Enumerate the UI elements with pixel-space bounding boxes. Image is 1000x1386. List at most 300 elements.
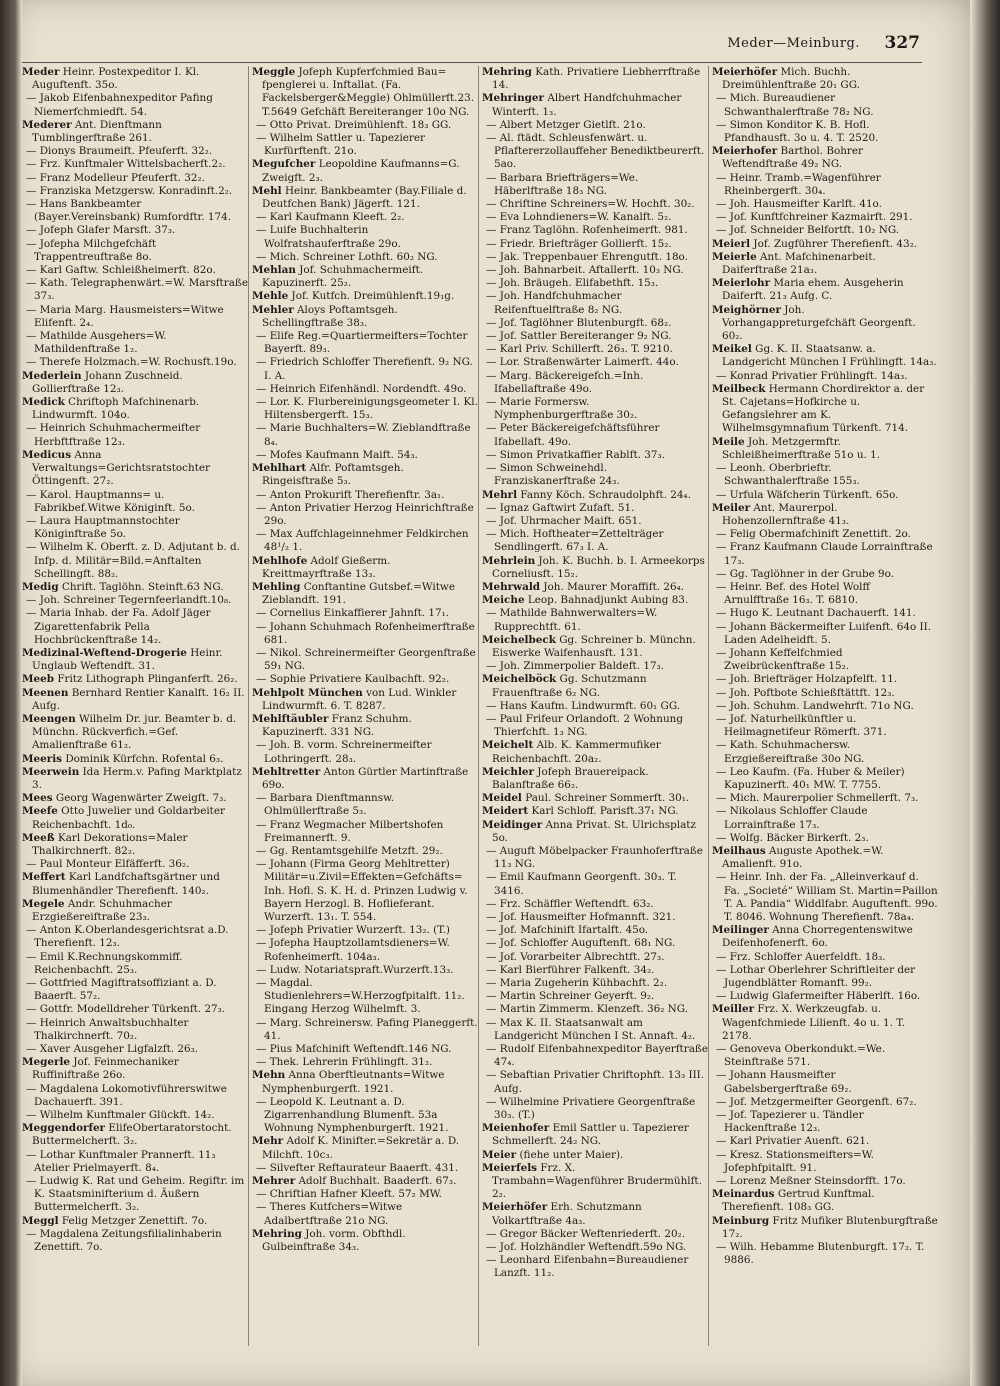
entry-details: — Magdalena Zeitungsfilialinhaberin Zenettift. 7o. [26, 1227, 222, 1254]
entry-details: — Joh. Briefträger Holzapfelft. 11. [716, 673, 898, 686]
entry-surname: Mehrer [252, 1175, 296, 1188]
entry-surname: Meiller [712, 1003, 755, 1016]
directory-entry [482, 634, 708, 660]
entry-details: — Paul Monteur Elfäfferft. 36₂. [26, 858, 190, 871]
directory-entry [22, 647, 248, 673]
directory-entry [22, 924, 248, 950]
directory-entry [712, 568, 938, 581]
entry-details: Fritz Mufiker Blutenburgftraße 17₂. [722, 1214, 938, 1240]
directory-entry [252, 858, 478, 924]
directory-entry [482, 660, 708, 673]
entry-details: Franz Schuhm. Kapuzinerft. 331 NG. [262, 712, 412, 739]
directory-entry [712, 1215, 938, 1241]
directory-entry [22, 449, 248, 489]
directory-entry [482, 951, 708, 964]
directory-entry [712, 673, 938, 686]
directory-entry [252, 330, 478, 356]
directory-entry [252, 1043, 478, 1056]
directory-entry [712, 871, 938, 924]
entry-details: — Peter Bäckereigefchäftsführer Ifabellaft. 49o. [486, 422, 660, 448]
directory-entry [22, 713, 248, 753]
entry-details: — Thek. Lehrerin Frühlingft. 31₂. [256, 1056, 433, 1069]
directory-entry [252, 1175, 478, 1188]
entry-details: Joh. K. Buchh. b. I. Armeekorps Corneliusft. 15₂. [492, 554, 705, 580]
entry-details: — Mathilde Ausgehers=W. Mathildenftraße 1₂. [26, 330, 167, 356]
running-head-range: Meder—Meinburg. [727, 36, 860, 51]
directory-entry [482, 937, 708, 950]
entry-details: — Jof. Kunftfchreiner Kazmairft. 291. [716, 211, 913, 224]
entry-surname: Megele [22, 897, 65, 910]
directory-entry [712, 1043, 938, 1069]
page-edge-right [970, 0, 1000, 1386]
entry-surname: Meinburg [712, 1214, 770, 1227]
entry-details: — Leonhard Eifenbahn=Bureaudiener Lanzft. 11₂. [486, 1254, 689, 1280]
entry-details: Heinr. Unglaub Weftendft. 31. [32, 646, 223, 673]
entry-details: — Lor. K. Flurbereinigungsgeometer I. Kl. Hiltensbergerft. 15₃. [256, 396, 478, 422]
directory-entry [22, 356, 248, 369]
entry-details: — Maria Zugeherin Kühbachft. 2₂. [486, 977, 668, 990]
entry-surname: Mehler [252, 303, 294, 316]
entry-details: — Rudolf Eifenbahnexpeditor Bayerftraße 47₄. [486, 1043, 708, 1069]
directory-entry [482, 1003, 708, 1016]
entry-details: — Max K. II. Staatsanwalt am Landgericht München I St. Annaft. 4₂. [486, 1016, 696, 1042]
entry-details: — Laura Hauptmannstochter Königinftraße 5o. [26, 514, 180, 541]
entry-details: Jof. Kutfch. Dreimühlenft.19₁g. [291, 290, 455, 303]
entry-details: — Gottfried Magiftratsoffiziant a. D. Baaerft. 57₂. [26, 977, 217, 1003]
directory-entry [712, 805, 938, 831]
directory-entry [482, 792, 708, 805]
entry-surname: Mehrl [482, 488, 518, 501]
entry-details: — Jof. Tapezierer u. Tändler Hackenftraße 12₃. [716, 1109, 864, 1135]
entry-surname: Medig [22, 580, 59, 593]
directory-entry [252, 673, 478, 686]
column-1 [22, 66, 248, 1366]
directory-entry [252, 977, 478, 1017]
entry-details: — Elife Reg.=Quartiermeifters=Tochter Bayerft. 89₃. [256, 330, 468, 356]
entry-details: — Leopold K. Leutnant a. D. Zigarrenhandlung Blumenft. 53a Wohnung Nymphenburgerft. 1921. [256, 1095, 449, 1135]
entry-details: Karl Schloff. Parisft.37₁ NG. [531, 805, 679, 818]
entry-surname: Meeris [22, 752, 62, 765]
entry-details: — Therefe Holzmach.=W. Rochusft.19o. [26, 356, 237, 369]
entry-surname: Meienhofer [482, 1122, 550, 1135]
entry-details: — Jak. Treppenbauer Ehrengutft. 18o. [486, 250, 688, 263]
entry-surname: Meilhaus [712, 844, 766, 857]
entry-details: — Heinrich Anwaltsbuchhalter Thalkirchnerft. 70₂. [26, 1016, 189, 1042]
entry-details: — Karl Priv. Schillerft. 26₃. T. 9210. [486, 343, 673, 356]
directory-entry [482, 422, 708, 448]
entry-surname: Medicus [22, 448, 72, 461]
directory-entry [712, 832, 938, 845]
entry-surname: Mehle [252, 290, 289, 303]
entry-details: — Konrad Privatier Frühlingft. 14a₃. [716, 369, 908, 382]
directory-entry [712, 581, 938, 607]
directory-entry [712, 687, 938, 700]
directory-entry [22, 753, 248, 766]
directory-entry [22, 185, 248, 198]
directory-entry [22, 687, 248, 713]
directory-entry [252, 304, 478, 330]
entry-details: — Franz Modelleur Pfeuferft. 32₂. [26, 171, 205, 184]
directory-entry [252, 845, 478, 858]
entry-details: Gg. Schreiner b. Münchn. Eiswerke Waifenhausft. 131. [492, 633, 696, 659]
entry-details: Joh. Maurer Moraffift. 26₄. [543, 580, 685, 593]
entry-details: — Wilh. Hebamme Blutenburgft. 17₂. T. 9886. [716, 1241, 925, 1267]
directory-entry [482, 964, 708, 977]
entry-details: — Joh. Hausmeifter Karlft. 41o. [716, 198, 882, 211]
entry-details: Joh. vorm. Obfthdl. Gulbeinftraße 34₃. [262, 1227, 406, 1254]
entry-details: — Mich. Schreiner Lothft. 60₂ NG. [256, 250, 438, 263]
directory-entry [252, 581, 478, 607]
directory-entry [482, 673, 708, 699]
entry-details: — Joh. Schuhm. Landwehrft. 71o NG. [716, 699, 914, 712]
entry-details: Ida Herm.v. Pafing Marktplatz 3. [32, 765, 242, 791]
directory-entry [712, 198, 938, 211]
directory-entry [482, 172, 708, 198]
entry-details: — Johann Keffelfchmied Zweibrückenftraße 15₂. [716, 646, 850, 673]
directory-entry [482, 1201, 708, 1227]
entry-details: Albert Handfchuhmacher Winterft. 1₃. [492, 92, 682, 118]
directory-entry [252, 396, 478, 422]
directory-entry [252, 924, 478, 937]
directory-entry [482, 766, 708, 792]
entry-surname: Mees [22, 792, 53, 805]
entry-details: — Franziska Metzgersw. Konradinft.2₂. [26, 184, 233, 197]
directory-entry [22, 145, 248, 158]
directory-entry [712, 990, 938, 1003]
directory-entry [482, 581, 708, 594]
entry-details: — Anton Privatier Herzog Heinrichftraße 29o. [256, 501, 474, 527]
entry-surname: Mehringer [482, 92, 544, 105]
entry-details: Kath. Privatiere Liebherrftraße 14. [492, 66, 701, 92]
entry-surname: Meierlohr [712, 277, 771, 290]
directory-entry [22, 198, 248, 224]
binding-shadow-left [0, 0, 22, 1386]
directory-entry [482, 871, 708, 897]
entry-details: — Simon Privatkaffier Rablft. 37₃. [486, 448, 665, 461]
page-number: 327 [884, 33, 920, 53]
entry-details: Gg. K. II. Staatsanw. a. Landgericht München I Frühlingft. 14a₃. [722, 343, 937, 369]
entry-details: Ant. Maurerpol. Hohenzollernftraße 41₃. [722, 501, 850, 527]
directory-entry [22, 515, 248, 541]
directory-entry [252, 251, 478, 264]
entry-surname: Meder [22, 66, 60, 78]
entry-details: — Lor. Straßenwärter Laimerft. 44o. [486, 356, 679, 369]
entry-details: — Joh. Handfchuhmacher Reifenftuelftraße 8₂ NG. [486, 290, 623, 316]
entry-surname: Meidel [482, 792, 522, 805]
directory-entry [482, 1096, 708, 1122]
directory-entry [252, 964, 478, 977]
directory-entry [482, 290, 708, 316]
entry-details: — Mich. Hoftheater=Zettelträger Sendlingerft. 67₃ I. A. [486, 528, 664, 554]
entry-surname: Meggle [252, 66, 296, 78]
entry-details: — Ludw. Notariatspraft.Wurzerft.13₃. [256, 963, 454, 976]
entry-details: — Nikolaus Schloffer Claude Lorrainftraße 17₃. [716, 805, 868, 831]
directory-entry [712, 119, 938, 145]
entry-details: Johann Zuschneid. Gollierftraße 12₃. [32, 369, 183, 395]
entry-surname: Medick [22, 396, 65, 409]
entry-surname: Meile [712, 435, 745, 448]
directory-entry [252, 555, 478, 581]
entry-surname: Meenen [22, 686, 69, 699]
entry-surname: Meierhöfer [482, 1201, 548, 1214]
entry-details: — Heinr. Tramb.=Wagenführer Rheinbergerft. 30₄. [716, 171, 881, 197]
entry-details: — Kresz. Stationsmeifters=W. Jofephfpitalft. 91. [716, 1148, 874, 1174]
directory-entry [482, 356, 708, 369]
entry-details: Dominik Kürfchn. Rofental 6₃. [65, 752, 224, 765]
directory-entry [252, 607, 478, 620]
directory-entry [482, 924, 708, 937]
directory-entry [252, 383, 478, 396]
directory-entry [482, 1017, 708, 1043]
directory-entry [22, 766, 248, 792]
entry-details: Anna Verwaltungs=Gerichtsratstochter Öttingenft. 27₂. [32, 448, 210, 488]
directory-entry [712, 211, 938, 224]
directory-entry [712, 700, 938, 713]
column-divider [248, 66, 249, 1346]
entry-details: Gertrud Kunftmal. Therefienft. 108₃ GG. [722, 1188, 875, 1214]
directory-entry [22, 805, 248, 831]
directory-entry [482, 977, 708, 990]
directory-entry [22, 119, 248, 145]
directory-entry [22, 792, 248, 805]
directory-entry [712, 436, 938, 462]
entry-surname: Meierl [712, 237, 751, 250]
entry-details: — Jakob Eifenbahnexpeditor Pafing Niemerfchmiedft. 54. [26, 92, 213, 118]
entry-details: — Ignaz Gaftwirt Zufaft. 51. [486, 501, 635, 514]
directory-entry [482, 528, 708, 554]
entry-details: — Joh. Bahnarbeit. Aftallerft. 10₃ NG. [486, 264, 684, 277]
directory-entry [712, 172, 938, 198]
directory-entry [252, 132, 478, 158]
entry-surname: Meidinger [482, 818, 543, 831]
directory-entry [252, 766, 478, 792]
directory-entry [252, 819, 478, 845]
entry-surname: Meier [482, 1148, 517, 1161]
directory-entry [482, 330, 708, 343]
directory-entry [252, 1135, 478, 1161]
entry-details: — Silvefter Reftaurateur Baaerft. 431. [256, 1161, 459, 1174]
entry-details: — Mich. Maurerpolier Schmellerft. 7₃. [716, 792, 919, 805]
header-rule [22, 62, 922, 63]
entry-details: — Albert Metzger Gietlft. 21o. [486, 118, 646, 131]
directory-entry [252, 502, 478, 528]
directory-entry [22, 871, 248, 897]
directory-entry [712, 1096, 938, 1109]
directory-entry [22, 330, 248, 356]
entry-details: — Franz Taglöhn. Rofenheimerft. 981. [486, 224, 688, 237]
directory-entry [482, 1162, 708, 1202]
directory-entry [252, 1017, 478, 1043]
directory-entry [482, 805, 708, 818]
entry-details: Alb. K. Kammermufiker Reichenbachft. 20a₂. [492, 739, 661, 765]
directory-entry [482, 515, 708, 528]
entry-details: — Barbara Dienftmannsw. Ohlmüllerftraße 5₃. [256, 792, 395, 818]
directory-entry [482, 1069, 708, 1095]
entry-surname: Meichler [482, 765, 534, 778]
column-divider [478, 66, 479, 1346]
entry-details: Erh. Schutzmann Volkartftraße 4a₃. [492, 1201, 642, 1227]
entry-details: — Cornelius Einkaffierer Jahnft. 17₁. [256, 607, 450, 620]
directory-entry [252, 1228, 478, 1254]
directory-entry [22, 66, 248, 92]
directory-entry [252, 489, 478, 502]
entry-surname: Mehring [482, 66, 532, 78]
entry-surname: Megerle [22, 1056, 71, 1069]
entry-surname: Meefe [22, 805, 58, 818]
directory-entry [482, 555, 708, 581]
entry-details: Karl Landfchaftsgärtner und Blumenhändler Therefienft. 140₂. [32, 871, 220, 897]
directory-entry [712, 964, 938, 990]
directory-entry [22, 422, 248, 448]
entry-details: — Lorenz Meßner Steinsdorfft. 17o. [716, 1175, 906, 1188]
entry-details: — Karl Gaftw. Schleißheimerft. 82o. [26, 264, 216, 277]
entry-surname: Meierle [712, 250, 757, 263]
entry-details: Karl Dekorations=Maler Thalkirchnerft. 82₂. [32, 831, 188, 857]
directory-entry [22, 673, 248, 686]
directory-entry [482, 1254, 708, 1280]
entry-details: — Simon Schweinehdl. Franziskanerftraße 24₃. [486, 462, 620, 488]
directory-entry [22, 1043, 248, 1056]
entry-details: — Heinrich Eifenhändl. Nordendft. 49o. [256, 382, 467, 395]
entry-details: — Simon Konditor K. B. Hofl. Pfandhausft. 3o u. 4. T. 2520. [716, 118, 879, 145]
directory-entry [22, 1175, 248, 1215]
entry-details: — Karl Privatier Auenft. 621. [716, 1135, 870, 1148]
entry-details: — Theres Kutfchers=Witwe Adalbertftraße 21o NG. [256, 1201, 403, 1227]
directory-entry [22, 594, 248, 607]
directory-entry [712, 1188, 938, 1214]
entry-surname: Meiche [482, 594, 525, 607]
entry-surname: Meinardus [712, 1188, 775, 1201]
entry-details: — Al. ftädt. Schleusfenwärt. u. Pflaftererzollauffeher Benediktbeurerft. 5ao. [486, 132, 705, 171]
directory-entry [482, 594, 708, 607]
entry-details: Fanny Köch. Schraudolphft. 24₄. [520, 488, 691, 501]
directory-entry [712, 766, 938, 792]
entry-surname: Meikel [712, 343, 752, 356]
entry-surname: Meierfels [482, 1161, 538, 1174]
entry-details: Frz. X. Trambahn=Wagenführer Brudermühlft. 2₂. [492, 1161, 702, 1201]
directory-entry [712, 383, 938, 436]
directory-entry [482, 343, 708, 356]
directory-entry [22, 1228, 248, 1254]
entry-details: — Frz. Schäffler Weftendft. 63₂. [486, 897, 654, 910]
directory-entry [22, 396, 248, 422]
directory-entry [252, 462, 478, 488]
directory-entry [22, 1056, 248, 1082]
entry-details: — Chriftian Hafner Kleeft. 57₂ MW. [256, 1188, 442, 1201]
entry-details: Leopoldine Kaufmanns=G. Zweigft. 2₃. [262, 158, 460, 184]
entry-details: Bernhard Rentier Kanalft. 16₂ II. Aufg. [32, 686, 245, 712]
entry-details: Paul. Schreiner Sommerft. 30₁. [525, 792, 690, 805]
directory-entry [22, 370, 248, 396]
entry-surname: Meggendorfer [22, 1122, 106, 1135]
entry-details: — Hans Bankbeamter (Bayer.Vereinsbank) Rumfordftr. 174. [26, 198, 232, 224]
directory-entry [482, 224, 708, 237]
entry-details: — Wilhelm Kunftmaler Glückft. 14₂. [26, 1109, 215, 1122]
directory-entry [482, 370, 708, 396]
directory-entry [22, 224, 248, 237]
directory-entry [482, 1122, 708, 1148]
directory-entry [482, 277, 708, 290]
entry-details: — Barbara Briefträgers=We. Häberlftraße 18₃ NG. [486, 171, 639, 197]
directory-entry [252, 739, 478, 765]
entry-details: Maria ehem. Ausgeherin Daiferft. 21₃ Aufg. C. [722, 277, 904, 303]
page-header [40, 33, 920, 56]
entry-details: — Karl Kaufmann Kleeft. 2₂. [256, 211, 405, 224]
directory-entry [252, 158, 478, 184]
entry-details: Auguste Apothek.=W. Amalienft. 91o. [722, 844, 884, 871]
entry-details: — Max Auffchlageinnehmer Feldkirchen 48¹/₂ 1. [256, 528, 469, 554]
entry-details: — Ludwig K. Rat und Geheim. Regiftr. im K. Staatsminifterium d. Äußern Buttermelcherft. 3₂. [26, 1175, 245, 1214]
directory-entry [712, 951, 938, 964]
entry-surname: Mehlan [252, 264, 296, 277]
entry-details: — Gottfr. Modelldreher Türkenft. 27₃. [26, 1003, 226, 1016]
directory-entry [712, 224, 938, 237]
entry-surname: Meerwein [22, 765, 80, 778]
directory-entry [712, 1135, 938, 1148]
directory-entry [252, 211, 478, 224]
directory-entry [252, 647, 478, 673]
directory-entry [712, 1241, 938, 1267]
directory-entry [482, 238, 708, 251]
entry-details: — Marg. Schreinersw. Pafing Planeggerft. 41. [256, 1016, 478, 1042]
entry-surname: Meichelt [482, 739, 534, 752]
directory-entry [252, 1096, 478, 1136]
entry-surname: Meeß [22, 831, 55, 844]
directory-entry [22, 581, 248, 594]
directory-entry [712, 92, 938, 118]
entry-details: Fritz Lithograph Plinganferft. 26₂. [57, 673, 238, 686]
entry-details: — Lothar Oberlehrer Schriftleiter der Jugendblätter Romanft. 99₂. [716, 963, 916, 990]
directory-entry [22, 1149, 248, 1175]
entry-details: — Maria Marg. Hausmeisters=Witwe Elifenft. 2₄. [26, 303, 224, 329]
entry-surname: Mehltretter [252, 765, 321, 778]
entry-details: — Friedr. Briefträger Gollierft. 15₂. [486, 237, 672, 250]
entry-details: — Otto Privat. Dreimühlenft. 18₃ GG. [256, 118, 452, 131]
entry-details: — Mich. Bureaudiener Schwanthalerftraße 78₂ NG. [716, 92, 874, 118]
entry-details: — Heinr. Inh. der Fa. „Alleinverkauf d. Fa. „Societé“ William St. Martin=Paillon T. A. Pandia“ Widdlfabr. Auguftenft. 99o. T. 8046. Wohnung Therefienft. 78a₄. [716, 871, 938, 923]
entry-details: — Marie Formersw. Nymphenburgerftraße 30₂. [486, 396, 638, 422]
entry-details: — Johann Bäckermeifter Luifenft. 64o II. Laden Adelheidft. 5. [716, 620, 932, 646]
directory-entry [22, 158, 248, 171]
directory-entry [482, 607, 708, 633]
directory-entry [712, 238, 938, 251]
entry-details: — Leo Kaufm. (Fa. Huber & Meiler) Kapuzinerft. 40₁ MW. T. 7755. [716, 765, 905, 791]
entry-details: — Hans Kaufm. Lindwurmft. 60₁ GG. [486, 699, 681, 712]
directory-entry [482, 1228, 708, 1241]
entry-details: — Nikol. Schreinermeifter Georgenftraße 59₁ NG. [256, 646, 476, 673]
entry-surname: Mehrwald [482, 580, 541, 593]
entry-details: Ant. Mafchinenarbeit. Daiferftraße 21a₃. [722, 250, 876, 277]
entry-details: Alfr. Poftamtsgeh. Ringeisftraße 5₃. [262, 462, 404, 488]
entry-details: — Leonh. Oberbrieftr. Schwanthalerftraße 155₃. [716, 462, 860, 488]
directory-entry [712, 1149, 938, 1175]
entry-surname: Mehlhofe [252, 554, 308, 567]
entry-details: Adolf K. Minifter.=Sekretär a. D. Milchft. 10c₃. [262, 1135, 460, 1161]
directory-entry [22, 1122, 248, 1148]
entry-surname: Mehl [252, 184, 282, 197]
directory-entry [712, 489, 938, 502]
directory-entry [712, 304, 938, 344]
entry-details: — Hugo K. Leutnant Dachauerft. 141. [716, 607, 916, 620]
entry-details: — Jofepha Milchgefchäft Trappentreuftraße 8o. [26, 237, 157, 263]
entry-surname: Mederlein [22, 369, 82, 382]
entry-details: — Karl Bierführer Falkenft. 34₂. [486, 963, 655, 976]
entry-details: — Martin Schreiner Geyerft. 9₂. [486, 990, 655, 1003]
entry-details: Joh. Vorhangappreturgefchäft Georgenft. 60₂. [722, 303, 916, 343]
entry-details: Conftantine Gutsbef.=Witwe Zieblandft. 191. [262, 580, 455, 607]
directory-entry [482, 713, 708, 739]
entry-details: Joh. Metzgermftr. Schleißheimerftraße 51o u. 1. [722, 435, 881, 461]
